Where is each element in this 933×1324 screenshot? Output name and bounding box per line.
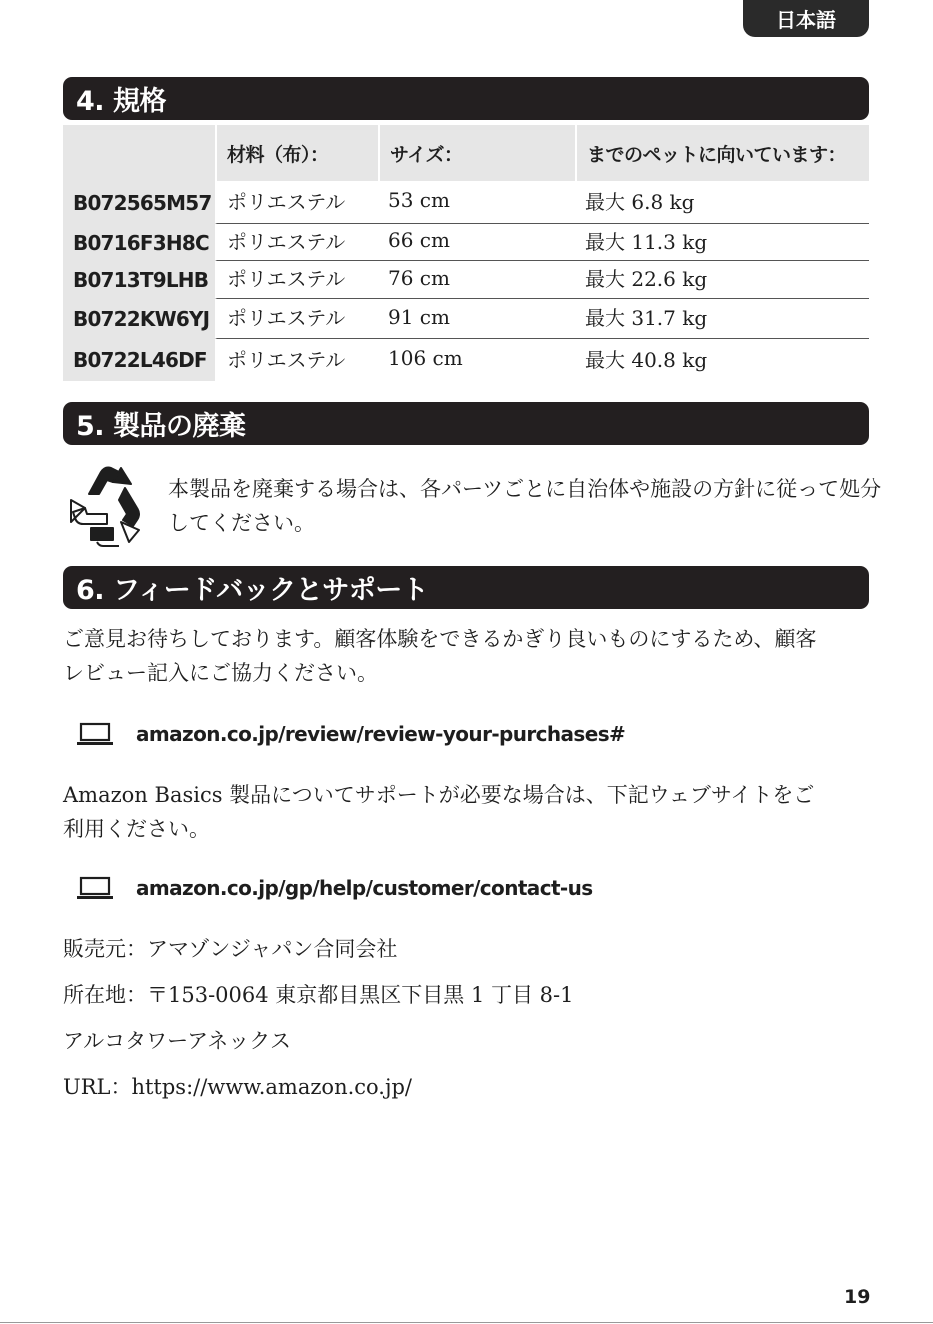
- spec-table-header: [63, 125, 869, 181]
- language-tab: 日本語: [743, 0, 869, 37]
- contact-link-row[interactable]: [76, 876, 593, 900]
- size-cell: 76 cm: [378, 261, 575, 299]
- section-6-title: 6. フィードバックとサポート: [63, 566, 869, 609]
- building-text: アルコタワーアネックス: [63, 1029, 292, 1053]
- material-cell: ポリエステル: [215, 181, 378, 224]
- support-paragraph: [63, 778, 883, 846]
- laptop-icon: [76, 876, 114, 900]
- pet-weight-cell: 最大 31.7 kg: [575, 299, 869, 339]
- address-text: 所在地：〒153-0064 東京都目黒区下目黒 1 丁目 8-1: [63, 983, 574, 1007]
- header-material: 材料（布）：: [215, 125, 378, 181]
- disposal-text: [168, 472, 888, 540]
- feedback-paragraph: [63, 622, 883, 690]
- seller-text: 販売元：アマゾンジャパン合同会社: [63, 937, 398, 961]
- pet-weight-cell: 最大 22.6 kg: [575, 261, 869, 299]
- sku-cell: B072565M57: [63, 181, 215, 224]
- pet-weight-cell: 最大 6.8 kg: [575, 181, 869, 224]
- disposal-line-1: 本製品を廃棄する場合は、各パーツごとに自治体や施設の方針に従って処分: [168, 477, 882, 501]
- size-cell: 91 cm: [378, 299, 575, 339]
- size-cell: 106 cm: [388, 346, 463, 370]
- page-number: 19: [844, 1286, 871, 1308]
- table-row: [63, 299, 869, 339]
- material-cell: ポリエステル: [215, 261, 378, 299]
- laptop-icon: [76, 722, 114, 746]
- review-link[interactable]: amazon.co.jp/review/review-your-purchases#: [136, 722, 626, 746]
- support-line-2: 利用ください。: [63, 817, 210, 841]
- size-cell: 53 cm: [378, 181, 575, 224]
- url-text: URL：https://www.amazon.co.jp/: [63, 1075, 413, 1099]
- feedback-line-2: レビュー記入にご協力ください。: [63, 661, 378, 685]
- review-link-row[interactable]: [76, 722, 625, 746]
- pet-weight-cell: 最大 11.3 kg: [575, 224, 869, 261]
- table-row: [63, 224, 869, 261]
- spec-table: [63, 125, 869, 381]
- support-line-1: Amazon Basics 製品についてサポートが必要な場合は、下記ウェブサイトをご: [63, 783, 815, 807]
- feedback-line-1: ご意見お待ちしております。顧客体験をできるかぎり良いものにするため、顧客: [63, 627, 817, 651]
- sku-cell: B0713T9LHB: [63, 261, 215, 299]
- header-size: サイズ：: [378, 125, 575, 181]
- header-empty: [63, 125, 215, 181]
- material-cell: ポリエステル: [215, 339, 378, 381]
- sku-cell: B0716F3H8C: [63, 224, 215, 261]
- section-5-title: 5. 製品の廃棄: [63, 402, 869, 445]
- sku-cell: B0722KW6YJ: [63, 299, 215, 339]
- bottom-divider: [0, 1322, 933, 1323]
- disposal-line-2: してください。: [168, 511, 315, 535]
- recycle-icon: [63, 460, 155, 548]
- table-row: [63, 339, 869, 381]
- sku-cell: B0722L46DF: [63, 339, 215, 381]
- pet-weight-cell: 最大 40.8 kg: [585, 347, 708, 372]
- section-4-title: 4. 規格: [63, 77, 869, 120]
- header-pet-weight: までのペットに向いています：: [575, 125, 869, 181]
- material-cell: ポリエステル: [215, 224, 378, 261]
- table-row: [63, 181, 869, 224]
- size-cell: 66 cm: [378, 224, 575, 261]
- table-row: [63, 261, 869, 299]
- contact-link[interactable]: amazon.co.jp/gp/help/customer/contact-us: [136, 876, 593, 900]
- material-cell: ポリエステル: [215, 299, 378, 339]
